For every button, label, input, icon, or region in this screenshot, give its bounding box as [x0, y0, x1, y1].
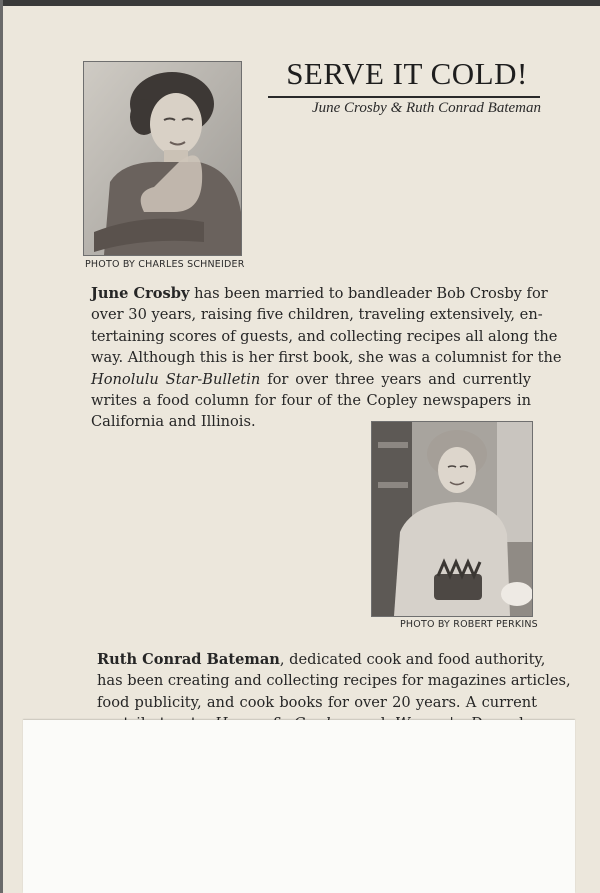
bio1-line-1 — [91, 283, 548, 304]
bio2-text-1: , dedicated cook and food authority, — [279, 651, 546, 668]
bio1-line-6: writes a food column for four of the Copley newspapers in — [91, 392, 531, 410]
bio1-text-1: has been married to bandleader Bob Crosby for — [194, 285, 548, 302]
author-photo-june-crosby — [83, 61, 242, 256]
newspaper-name: Honolulu Star-Bulletin — [91, 370, 261, 388]
title-rule — [268, 96, 540, 98]
bio2-line-2: has been creating and collecting recipes for magazines articles, — [97, 672, 571, 690]
bio1-text-5: for over three years and currently — [267, 370, 532, 388]
photo-credit-charles-schneider: PHOTO BY CHARLES SCHNEIDER — [85, 259, 245, 270]
top-edge-shadow — [3, 0, 600, 6]
bio2-line-1 — [97, 649, 546, 670]
author-name-june-crosby: June Crosby — [91, 285, 190, 302]
bio1-line-7: California and Illinois. — [91, 413, 256, 431]
book-title: SERVE IT COLD! — [286, 56, 528, 91]
bio1-line-3: tertaining scores of guests, and collecting recipes all along the — [91, 327, 558, 345]
white-label-sticker — [23, 720, 575, 893]
book-authors: June Crosby & Ruth Conrad Bateman — [311, 100, 541, 116]
photo-credit-robert-perkins: PHOTO BY ROBERT PERKINS — [400, 619, 538, 630]
bio1-line-2: over 30 years, raising five children, traveling extensively, en- — [91, 306, 543, 324]
bio1-line-4: way. Although this is her first book, she was a columnist for the — [91, 349, 562, 367]
bio1-line-5 — [91, 369, 531, 390]
author-name-ruth-conrad-bateman: Ruth Conrad Bateman — [97, 651, 280, 668]
bio2-line-3: food publicity, and cook books for over 20 years. A current — [97, 693, 537, 711]
bio-june-crosby — [91, 283, 562, 433]
author-photo-ruth-conrad-bateman — [371, 421, 533, 617]
